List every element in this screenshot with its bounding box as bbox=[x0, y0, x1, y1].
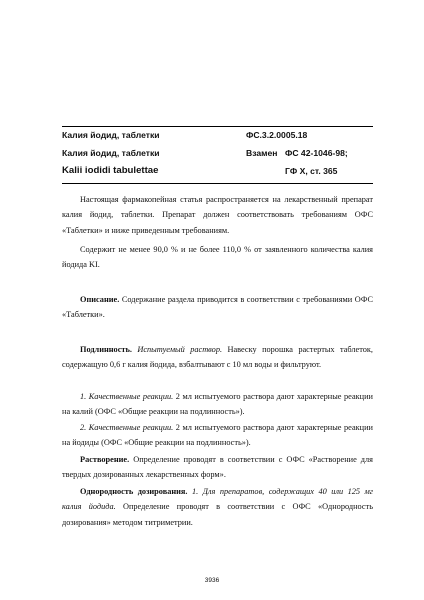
reaction-2-text: 2 мл испытуемого раствора дают характерные реакции на йодиды (ОФС «Общие реакции на подлинность»). bbox=[62, 423, 374, 448]
replaces-value: ФС 42-1046-98; bbox=[285, 148, 348, 158]
identity-label: Подлинность. bbox=[80, 345, 132, 354]
header-top-rule bbox=[62, 126, 373, 127]
reaction-1-label: 1. Качественные реакции. bbox=[80, 392, 174, 401]
identity-paragraph bbox=[62, 342, 373, 373]
dissolution-text: Определение проводят в соответствии с ОФС «Растворение для твердых дозированных лекарственных форм». bbox=[62, 455, 373, 480]
uniformity-text: Определение проводят в соответствии с ОФС «Однородность дозирования» методом титриметрии. bbox=[62, 502, 373, 527]
page-number: 3936 bbox=[204, 577, 220, 584]
header-bottom-rule bbox=[62, 183, 373, 184]
description-text: Содержание раздела приводится в соответствии с требованиями ОФС «Таблетки». bbox=[62, 295, 373, 320]
description-label: Описание. bbox=[80, 295, 120, 304]
intro-paragraph-2 bbox=[62, 242, 373, 273]
dissolution-label: Растворение. bbox=[80, 455, 130, 464]
gf-reference: ГФ X, ст. 365 bbox=[285, 166, 338, 176]
description-paragraph bbox=[62, 292, 373, 323]
title-ru-2: Калия йодид, таблетки bbox=[62, 148, 160, 158]
title-ru-1: Калия йодид, таблетки bbox=[62, 130, 160, 140]
monograph-code: ФС.3.2.0005.18 bbox=[246, 130, 308, 140]
uniformity-paragraph bbox=[62, 484, 373, 530]
reaction-1-text: 2 мл испытуемого раствора дают характерные реакции на калий (ОФС «Общие реакции на подлинность»). bbox=[62, 392, 374, 417]
uniformity-label: Однородность дозирования. bbox=[80, 487, 188, 496]
title-latin: Kalii iodidi tabulettae bbox=[62, 165, 159, 176]
intro-text-2: Содержит не менее 90,0 % и не более 110,0 % от заявленного количества калия йодида KI. bbox=[62, 245, 373, 270]
reaction-2-label: 2. Качественные реакции. bbox=[80, 423, 174, 432]
uniformity-sublabel: 1. Для препаратов, содержащих 40 или 125 мг калия йодида. bbox=[62, 487, 374, 512]
replaces-label: Взамен bbox=[246, 148, 278, 158]
reaction-2-paragraph bbox=[62, 420, 373, 451]
intro-text-1: Настоящая фармакопейная статья распространяется на лекарственный препарат калия йодид, таблетки. Препарат должен соответствовать требованиям ОФС «Таблетки» и ниже приведенным требованиям. bbox=[62, 195, 373, 235]
reaction-1-paragraph bbox=[62, 389, 373, 420]
intro-paragraph-1 bbox=[62, 192, 373, 238]
identity-sublabel: Испытуемый раствор. bbox=[131, 345, 223, 354]
dissolution-paragraph bbox=[62, 452, 373, 483]
identity-text: Навеску порошка растертых таблеток, содержащую 0,6 г калия йодида, взбалтывают с 10 мл воды и фильтруют. bbox=[62, 345, 373, 370]
